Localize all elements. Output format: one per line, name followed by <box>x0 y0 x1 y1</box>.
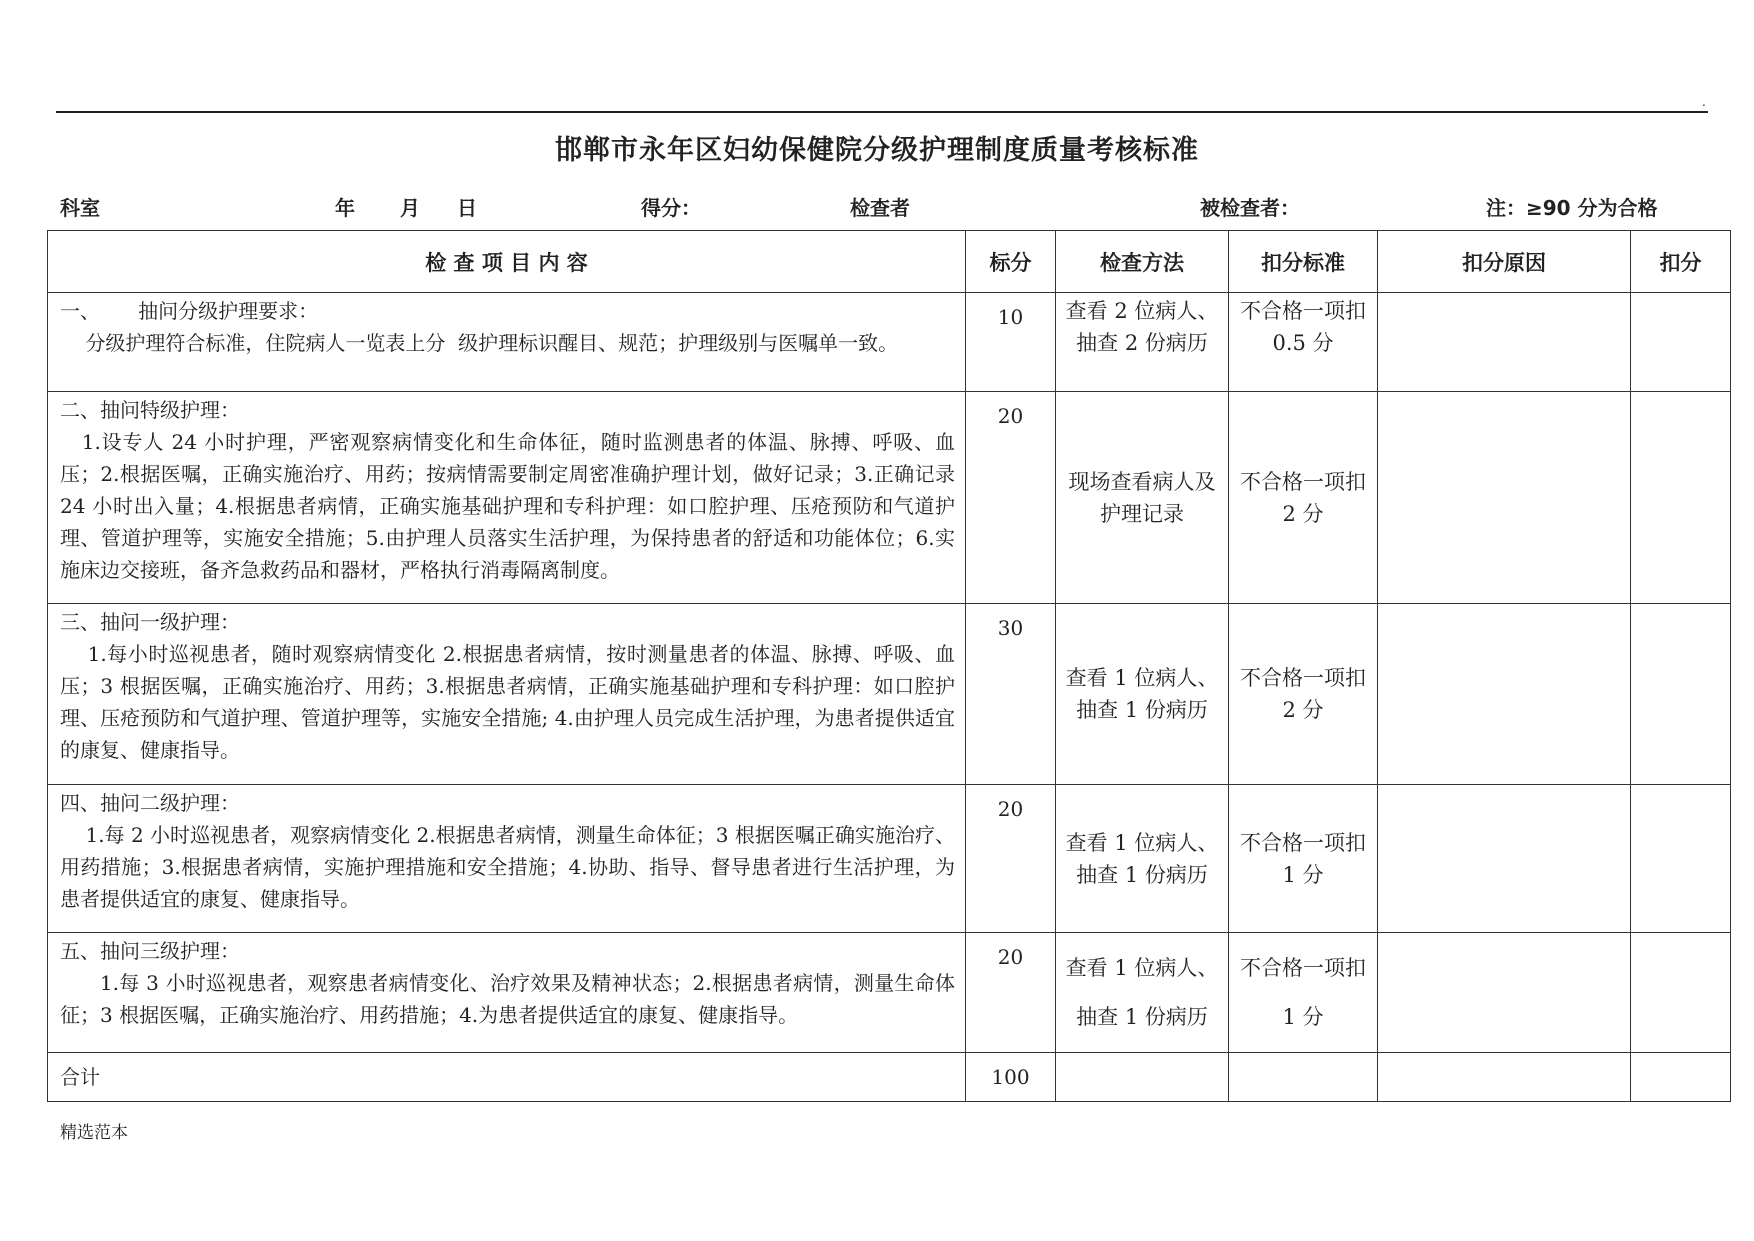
total-row <box>48 1053 1731 1102</box>
item-content <box>48 933 966 1053</box>
item-content <box>48 293 966 392</box>
item-standard: 不合格一项扣 0.5 分 <box>1229 293 1378 392</box>
item-standard: 不合格一项扣 1 分 <box>1229 785 1378 933</box>
item-method: 现场查看病人及护理记录 <box>1056 392 1229 604</box>
inspected-label: 被检查者： <box>1200 196 1300 220</box>
total-label: 合计 <box>48 1053 966 1102</box>
document-title: 邯郸市永年区妇幼保健院分级护理制度质量考核标准 <box>555 135 1199 166</box>
item-method: 查看 1 位病人、抽查 1 份病历 <box>1056 933 1229 1053</box>
item-method: 查看 2 位病人、抽查 2 份病历 <box>1056 293 1229 392</box>
item-deduct-cell[interactable] <box>1631 604 1731 785</box>
item-reason-cell[interactable] <box>1378 933 1631 1053</box>
header-points: 标分 <box>966 231 1056 293</box>
item-heading: 四、抽问二级护理： <box>60 791 240 815</box>
item-deduct-cell[interactable] <box>1631 293 1731 392</box>
item-reason-cell[interactable] <box>1378 392 1631 604</box>
item-method: 查看 1 位病人、抽查 1 份病历 <box>1056 604 1229 785</box>
item-reason-cell[interactable] <box>1378 785 1631 933</box>
header-content: 检 查 项 目 内 容 <box>48 231 966 293</box>
item-points: 10 <box>966 293 1056 392</box>
item-heading: 二、抽问特级护理： <box>60 398 240 422</box>
item-body: 1.每 2 小时巡视患者，观察病情变化 2.根据患者病情，测量生命体征；3 根据医嘱正确实施治疗、用药措施；3.根据患者病情，实施护理措施和安全措施；4.协助、指导、督导患者进行生活护理，为患者提供适宜的康复、健康指导。 <box>60 823 955 911</box>
item-reason-cell[interactable] <box>1378 293 1631 392</box>
header-reason: 扣分原因 <box>1378 231 1631 293</box>
table-header-row <box>48 231 1731 293</box>
item-body: 1.每小时巡视患者，随时观察病情变化 2.根据患者病情，按时测量患者的体温、脉搏、呼吸、血压；3 根据医嘱，正确实施治疗、用药；3.根据患者病情，正确实施基础护理和专科护理：如口腔护理、压疮预防和气道护理、管道护理等，实施安全措施; 4.由护理人员完成生活护理，为患者提供适宜的康复、健康指导。 <box>60 642 955 762</box>
dept-label: 科室 <box>60 196 100 220</box>
item-content <box>48 392 966 604</box>
day-label: 日 <box>457 196 477 220</box>
table-row <box>48 785 1731 933</box>
score-label: 得分： <box>641 196 701 220</box>
total-method-cell <box>1056 1053 1229 1102</box>
table-row <box>48 293 1731 392</box>
pass-note: 注：≥90 分为合格 <box>1486 196 1658 220</box>
corner-mark: . <box>1702 95 1706 109</box>
item-method: 查看 1 位病人、抽查 1 份病历 <box>1056 785 1229 933</box>
item-deduct-cell[interactable] <box>1631 392 1731 604</box>
inspector-label: 检查者 <box>850 196 910 220</box>
header-rule <box>56 111 1708 113</box>
item-points: 20 <box>966 392 1056 604</box>
item-standard: 不合格一项扣 1 分 <box>1229 933 1378 1053</box>
header-method: 检查方法 <box>1056 231 1229 293</box>
footer-text: 精选范本 <box>60 1123 128 1143</box>
total-points: 100 <box>966 1053 1056 1102</box>
item-heading: 五、抽问三级护理： <box>60 939 240 963</box>
item-content <box>48 785 966 933</box>
item-points: 20 <box>966 933 1056 1053</box>
item-body: 1.每 3 小时巡视患者，观察患者病情变化、治疗效果及精神状态；2.根据患者病情，测量生命体征；3 根据医嘱，正确实施治疗、用药措施；4.为患者提供适宜的康复、健康指导。 <box>60 971 955 1027</box>
year-label: 年 <box>335 196 355 220</box>
item-reason-cell[interactable] <box>1378 604 1631 785</box>
table-row <box>48 933 1731 1053</box>
table-row <box>48 604 1731 785</box>
item-content <box>48 604 966 785</box>
total-reason-cell[interactable] <box>1378 1053 1631 1102</box>
total-deduct-cell[interactable] <box>1631 1053 1731 1102</box>
item-deduct-cell[interactable] <box>1631 785 1731 933</box>
header-deduct: 扣分 <box>1631 231 1731 293</box>
item-heading: 三、抽问一级护理： <box>60 610 240 634</box>
item-body: 分级护理符合标准，住院病人一览表上分 级护理标识醒目、规范；护理级别与医嘱单一致。 <box>60 331 899 355</box>
header-standard: 扣分标准 <box>1229 231 1378 293</box>
item-points: 30 <box>966 604 1056 785</box>
assessment-table <box>47 230 1731 1102</box>
item-standard: 不合格一项扣 2 分 <box>1229 604 1378 785</box>
item-body: 1.设专人 24 小时护理，严密观察病情变化和生命体征，随时监测患者的体温、脉搏、呼吸、血压；2.根据医嘱，正确实施治疗、用药；按病情需要制定周密准确护理计划，做好记录；3.正确记录 24 小时出入量；4.根据患者病情，正确实施基础护理和专科护理：如口腔护理、压疮预防和气道护理、管道护理等，实施安全措施；5.由护理人员落实生活护理，为保持患者的舒适和功能体位；6.实施床边交接班，备齐急救药品和器材，严格执行消毒隔离制度。 <box>60 430 962 582</box>
total-standard-cell <box>1229 1053 1378 1102</box>
month-label: 月 <box>400 196 420 220</box>
item-points: 20 <box>966 785 1056 933</box>
item-deduct-cell[interactable] <box>1631 933 1731 1053</box>
item-standard: 不合格一项扣 2 分 <box>1229 392 1378 604</box>
item-heading: 一、 抽问分级护理要求： <box>60 299 319 323</box>
table-row <box>48 392 1731 604</box>
